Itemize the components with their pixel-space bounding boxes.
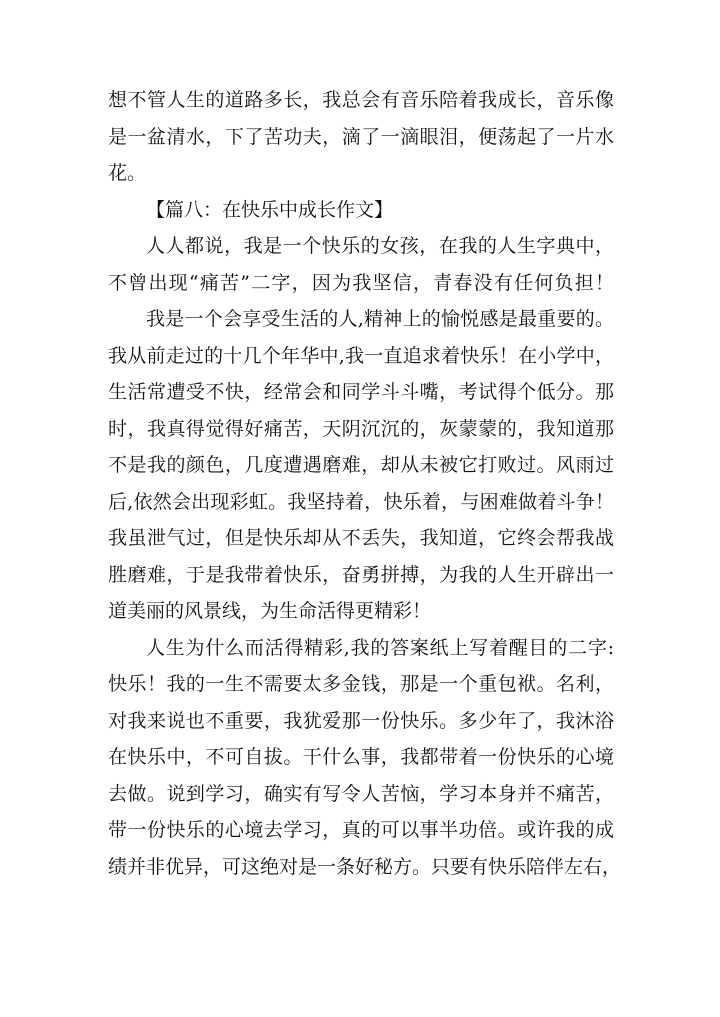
paragraph-line: 我虽泄气过，但是快乐却从不丢失，我知道，它终会帮我战 bbox=[108, 527, 614, 549]
paragraph-line: 不曾出现“痛苦”二字，因为我坚信，青春没有任何负担！ bbox=[108, 271, 614, 294]
paragraph-line: 在快乐中，不可自拔。干什么事，我都带着一份快乐的心境 bbox=[108, 746, 614, 768]
paragraph-line: 去做。说到学习，确实有写令人苦恼，学习本身并不痛苦， bbox=[108, 782, 614, 805]
paragraph-line: 人生为什么而活得精彩,我的答案纸上写着醒目的二字: bbox=[146, 636, 614, 659]
paragraph-line: 道美丽的风景线，为生命活得更精彩！ bbox=[108, 600, 432, 622]
paragraph-line: 生活常遭受不快，经常会和同学斗斗嘴，考试得个低分。那 bbox=[108, 381, 614, 403]
paragraph-line: 不是我的颜色，几度遭遇磨难，却从未被它打败过。风雨过 bbox=[108, 454, 614, 476]
paragraph-line: 对我来说也不重要，我犹爱那一份快乐。多少年了，我沐浴 bbox=[108, 709, 614, 732]
paragraph-line: 绩并非优异，可这绝对是一条好秘方。只要有快乐陪伴左右， bbox=[108, 855, 622, 878]
document-body bbox=[108, 82, 622, 885]
paragraph-line: 我从前走过的十几个年华中,我一直追求着快乐！在小学中， bbox=[108, 344, 614, 367]
paragraph-line: 时，我真得觉得好痛苦，天阴沉沉的，灰蒙蒙的，我知道那 bbox=[108, 417, 614, 440]
paragraph-line: 花。 bbox=[108, 162, 147, 184]
section-heading: 【篇八：在快乐中成长作文】 bbox=[146, 198, 394, 221]
paragraph-line: 胜磨难，于是我带着快乐，奋勇拼搏，为我的人生开辟出一 bbox=[108, 563, 614, 586]
paragraph-line: 是一盆清水，下了苦功夫，滴了一滴眼泪，便荡起了一片水 bbox=[108, 125, 614, 148]
paragraph-line: 我是一个会享受生活的人,精神上的愉悦感是最重要的。 bbox=[146, 308, 614, 330]
paragraph-line: 后,依然会出现彩虹。我坚持着，快乐着，与困难做着斗争！ bbox=[108, 490, 614, 513]
paragraph-line: 想不管人生的道路多长，我总会有音乐陪着我成长，音乐像 bbox=[108, 89, 614, 111]
paragraph-line: 快乐！我的一生不需要太多金钱，那是一个重包袱。名利， bbox=[108, 673, 614, 695]
paragraph-line: 人人都说，我是一个快乐的女孩，在我的人生字典中， bbox=[146, 235, 614, 257]
paragraph-line: 带一份快乐的心境去学习，真的可以事半功倍。或许我的成 bbox=[108, 819, 614, 841]
